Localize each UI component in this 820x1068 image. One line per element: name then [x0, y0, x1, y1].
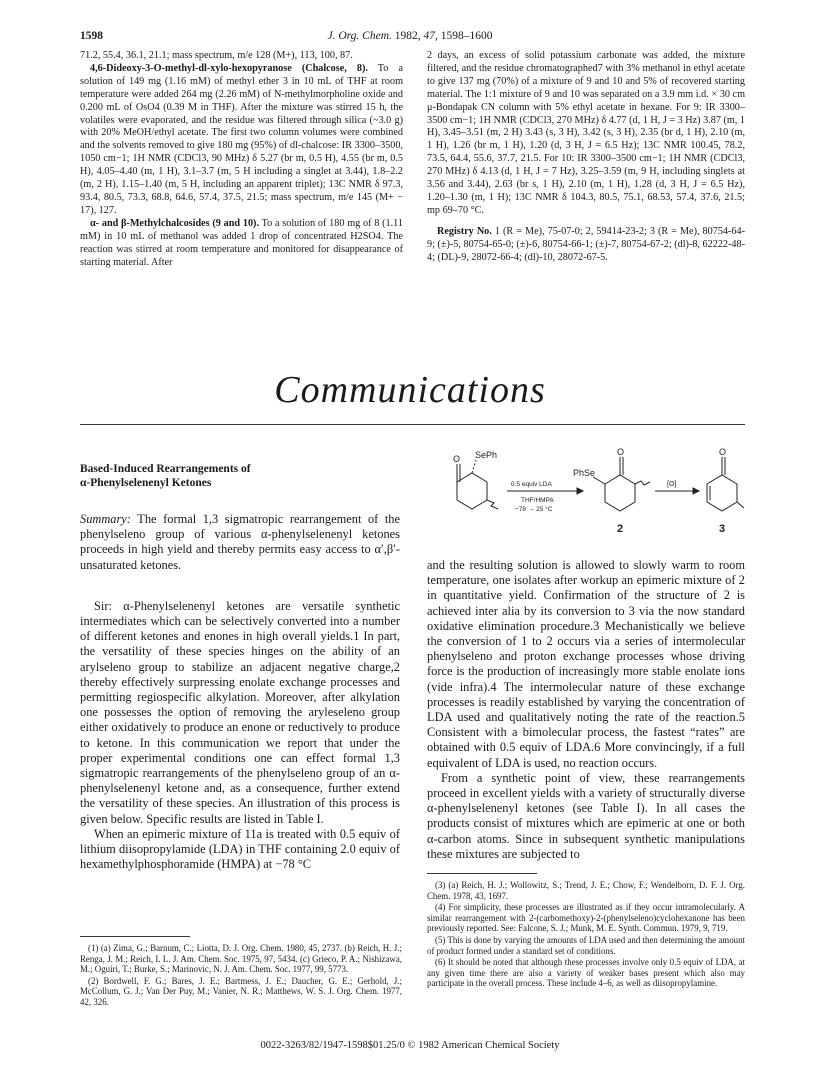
oxygen-label-2: O — [617, 447, 625, 457]
registry-paragraph: Registry No. 1 (R = Me), 75-07-0; 2, 59414-23-2; 3 (R = Me), 80754-64-9; (±)-5, 80754-65-0; (±)-6, 80754-66-1; (±)-7, 80754-67-2; (dl)-8, 62222-48-4; (DL)-9, 28072-66-4; (dl)-10, 28072-67-5. — [427, 225, 745, 263]
footnote: (3) (a) Reich, H. J.; Wollowitz, S.; Trend, J. E.; Chow, F.; Wendelborn, D. F. J. Org. Chem. 1978, 43, 1697. — [427, 880, 745, 901]
reagent-temperature: −78 → 25 °C — [515, 506, 553, 513]
body-paragraph: Sir: α-Phenylselenenyl ketones are versatile synthetic intermediates which can be selectively converted into a number of different ketones and enones in high overall yields.1 In part, the versatility of these species hinges on the ability of an arylseleno group to stabilize an adjacent negative charge,2 thereby effectively surpressing enolate exchange processes and permitting regiospecific alkylation. Moreover, after alkylation one possesses the option of removing the aryleseleno group either oxidatively to produce an enone or reductively to produce to ketone. In this communication we report that under the proper experimental conditions one can effect formal 1,3 sigmatropic rearrangements of the phenylseleno group of an α-phenylselenenyl ketone and, as a consequence, further extend the versatility of these species. An illustration of this process is given below. Specific results are listed in Table I. — [80, 598, 400, 826]
oxygen-label-3: O — [719, 447, 727, 457]
footnotes-right — [427, 880, 745, 990]
reagent-lda: 0.5 equiv LDA — [511, 481, 552, 488]
footnote: (2) Bordwell, F. G.; Bares, J. E.; Bartmess, J. E.; Daucher, G. E.; Gerhold, J.; McCollum, G. J.; Van Der Puy, M.; Vanier, N. R.; Matthews, W. S. J. Org. Chem. 1977, 42, 326. — [80, 975, 402, 1007]
body-paragraph: When an epimeric mixture of 11a is treated with 0.5 equiv of lithium diisopropylamide (LDA) in THF containing 2.0 equiv of hexamethylphosphoramide (HMPA) at −78 °C — [80, 826, 400, 872]
page-header — [80, 30, 740, 46]
oxygen-label-1: O — [453, 454, 461, 464]
experimental-paragraph: α- and β-Methylchalcosides (9 and 10). To a solution of 180 mg of 8 (1.11 mM) in 10 mL of methanol was added 1 drop of concentrated H2SO4. The reaction was stirred at room temperature and monitored for disappearance of starting material. After — [80, 217, 403, 268]
communication-left-column — [80, 462, 400, 872]
sub-label-2: PhSe — [573, 468, 596, 478]
journal-pages: 1598–1600 — [440, 30, 493, 42]
summary-label: Summary: — [80, 512, 131, 526]
page-number: 1598 — [80, 30, 103, 42]
footnotes-left — [80, 943, 402, 1009]
journal-year: 1982, — [394, 30, 421, 42]
section-title: Communications — [274, 369, 546, 411]
section-rule — [80, 424, 745, 425]
footnote: (5) This is done by varying the amounts of LDA used and then determining the amount of product formed under a standard set of conditions. — [427, 934, 745, 956]
compound-heading: 4,6-Dideoxy-3-O-methyl-dl-xylo-hexopyranose (Chalcose, 8). — [90, 62, 368, 74]
sub-label-1: SePh — [475, 450, 498, 460]
body-paragraph: From a synthetic point of view, these rearrangements proceed in excellent yields with a variety of structurally diverse α-phenylselenenyl ketones (see Table I). In all cases the products consist of mixtures which are epimeric at one or both α-carbon atoms. Since in subsequent synthetic manipulations these mixtures are subjected to — [427, 770, 745, 861]
experimental-right-column — [427, 50, 745, 265]
reagent-oxidation: [O] — [667, 481, 677, 488]
footnote: (1) (a) Zima, G.; Barnum, C.; Liotta, D. J. Org. Chem. 1980, 45, 2737. (b) Reich, H. J.; Renga, J. M.; Reich, I. L. J. Am. Chem. Soc. 1975, 97, 5434. (c) Grieco, P. A.; Nishizawa, M.; Oguiri, T.; Burke, S.; Marinovic, N. J. Am. Chem. Soc. 1977, 99, 5773. — [80, 943, 402, 975]
reaction-scheme-graphic — [427, 440, 747, 552]
article-title: Based-Induced Rearrangements of α-Phenylselenenyl Ketones — [80, 463, 251, 489]
journal-citation — [80, 30, 740, 42]
reaction-scheme — [427, 440, 747, 552]
compound-label-2: 2 — [617, 523, 624, 535]
article-summary: Summary: The formal 1,3 sigmatropic rearrangement of the phenylseleno group of various α-phenylselenenyl ketones proceeds in high yield and thereby permits easy access to α′,β′-unsaturated ketones. — [80, 512, 400, 572]
footnote-rule — [80, 936, 190, 937]
body-paragraph: and the resulting solution is allowed to slowly warm to room temperature, one isolates after workup an epimeric mixture of 2 in quantitative yield. Confirmation of the structure of 2 is achieved inter alia by its conversion to 3 via the now standard oxidative elimination procedure.3 Mechanistically we believe the conversion of 1 to 2 occurs via a series of intermolecular phenylseleno and proton exchange processes whose driving force is the production of increasingly more stable enolate ions (vide infra).4 The intermolecular nature of these exchange processes is readily established by varying the concentration of LDA used and qualitatively noting the rate of the reaction.5 Consistent with a bimolecular process, the fastest “rates” are obtained with 0.5 equiv of LDA.6 More convincingly, if a full equivalent of LDA is used, no reaction occurs. — [427, 558, 745, 770]
compound-label-3: 3 — [719, 523, 726, 535]
page-footer: 0022-3263/82/1947-1598$01.25/0 © 1982 American Chemical Society — [260, 1040, 560, 1051]
reagent-solvent: THF/HMPA — [521, 497, 554, 504]
journal-volume: 47, — [423, 30, 438, 42]
footnote: (4) For simplicity, these processes are illustrated as if they occur intramolecularly. A similar rearrangement with 2-(carbomethoxy)-2-(phenylseleno)cyclohexanone has been previously reported. See: Falcone, S. J.; Munk, M. E. Synth. Commun. 1979, 9, 719. — [427, 902, 745, 934]
experimental-left-column — [80, 50, 403, 269]
journal-name: J. Org. Chem. — [327, 30, 392, 42]
registry-heading: Registry No. — [437, 225, 492, 237]
experimental-paragraph: 71.2, 55.4, 36.1, 21.1; mass spectrum, m/e 128 (M+), 113, 100, 87. — [80, 50, 353, 61]
cyclohexanone-ring-1 — [457, 473, 487, 509]
experimental-paragraph: 2 days, an excess of solid potassium carbonate was added, the mixture filtered, and the residue chromatographed7 with 3% methanol in ethyl acetate to give 137 mg (70%) of a mixture of 9 and 10 and 5% of recovered starting material. The 1:1 mixture of 9 and 10 was separated on a 3.9 mm i.d. × 30 cm μ-Bondapak CN column with 5% ethyl acetate in hexane. For 9: IR 3300–3500 cm−1; 1H NMR (CDCl3, 270 MHz) δ 4.77 (d, 1 H, J = 3 Hz) 3.87 (m, 1 H), 3.45–3.51 (m, 2 H) 3.43 (s, 3 H), 3.42 (s, 3 H), 2.35 (br d, 1 H), 2.10 (m, 1 H), 1.26 (br m, 1 H), 1.20 (d, 3 H, J = 6.5 Hz); 13C NMR 100.45, 78.2, 73.5, 64.4, 55.6, 37.7, 21.5. For 10: IR 3300–3500 cm−1; 1H NMR (CDCl3, 270 MHz) δ 4.13 (d, 1 H, J = 7 Hz), 3.25–3.59 (m, 9 H, including singlets at 3.56 and 3.44), 2.63 (br s, 1 H), 2.10 (m, 1 H), 1.28 (d, 3 H, J = 6.5 Hz), 1.20–1.30 (m, 1 H); 13C NMR δ 104.3, 80.5, 75.1, 68.53, 57.4, 37.6, 21.5; mp 69–70 °C. — [427, 50, 745, 216]
cyclohexenone-ring-3 — [707, 475, 737, 511]
communication-right-column — [427, 558, 745, 862]
footnote: (6) It should be noted that although these processes involve only 0.5 equiv of LDA, at any given time there are also a variety of weaker bases present which also may participate in the overall process. These include 4–6, as well as diisopropylamine. — [427, 957, 745, 989]
footnote-rule — [427, 873, 537, 874]
cyclohexanone-ring-2 — [605, 475, 635, 511]
compound-heading: α- and β-Methylchalcosides (9 and 10). — [90, 217, 259, 229]
experimental-paragraph: 4,6-Dideoxy-3-O-methyl-dl-xylo-hexopyranose (Chalcose, 8). To a solution of 149 mg (1.16 mM) of methyl ether 3 in 10 mL of THF at room temperature were added 264 mg (2.26 mM) of N-methylmorpholine oxide and 0.200 mL of OsO4 (0.39 M in THF). After the mixture was stirred 15 h, the volatiles were evaporated, and the residue was filtered through silica (~3.0 g) with 20% MeOH/ethyl acetate. The first two column volumes were combined and the solvents removed to give 180 mg (95%) of dl-chalcose: IR 3300–3500, 1050 cm−1; 1H NMR (CDCl3, 90 MHz) δ 5.27 (br m, 0.5 H), 4.55 (br m, 0.5 H), 4.05–4.40 (m, 1 H), 3.1–3.7 (m, 5 H including a singlet at 3.44), 1.8–2.2 (m, 2 H), 1.15–1.40 (m, 5 H, including an apparent triplet); 13C NMR δ 97.3, 93.4, 80.5, 73.3, 68.8, 64.6, 57.4, 37.5, 21.5; mass spectrum, m/e 145 (M+ − 17), 127. — [80, 62, 403, 216]
